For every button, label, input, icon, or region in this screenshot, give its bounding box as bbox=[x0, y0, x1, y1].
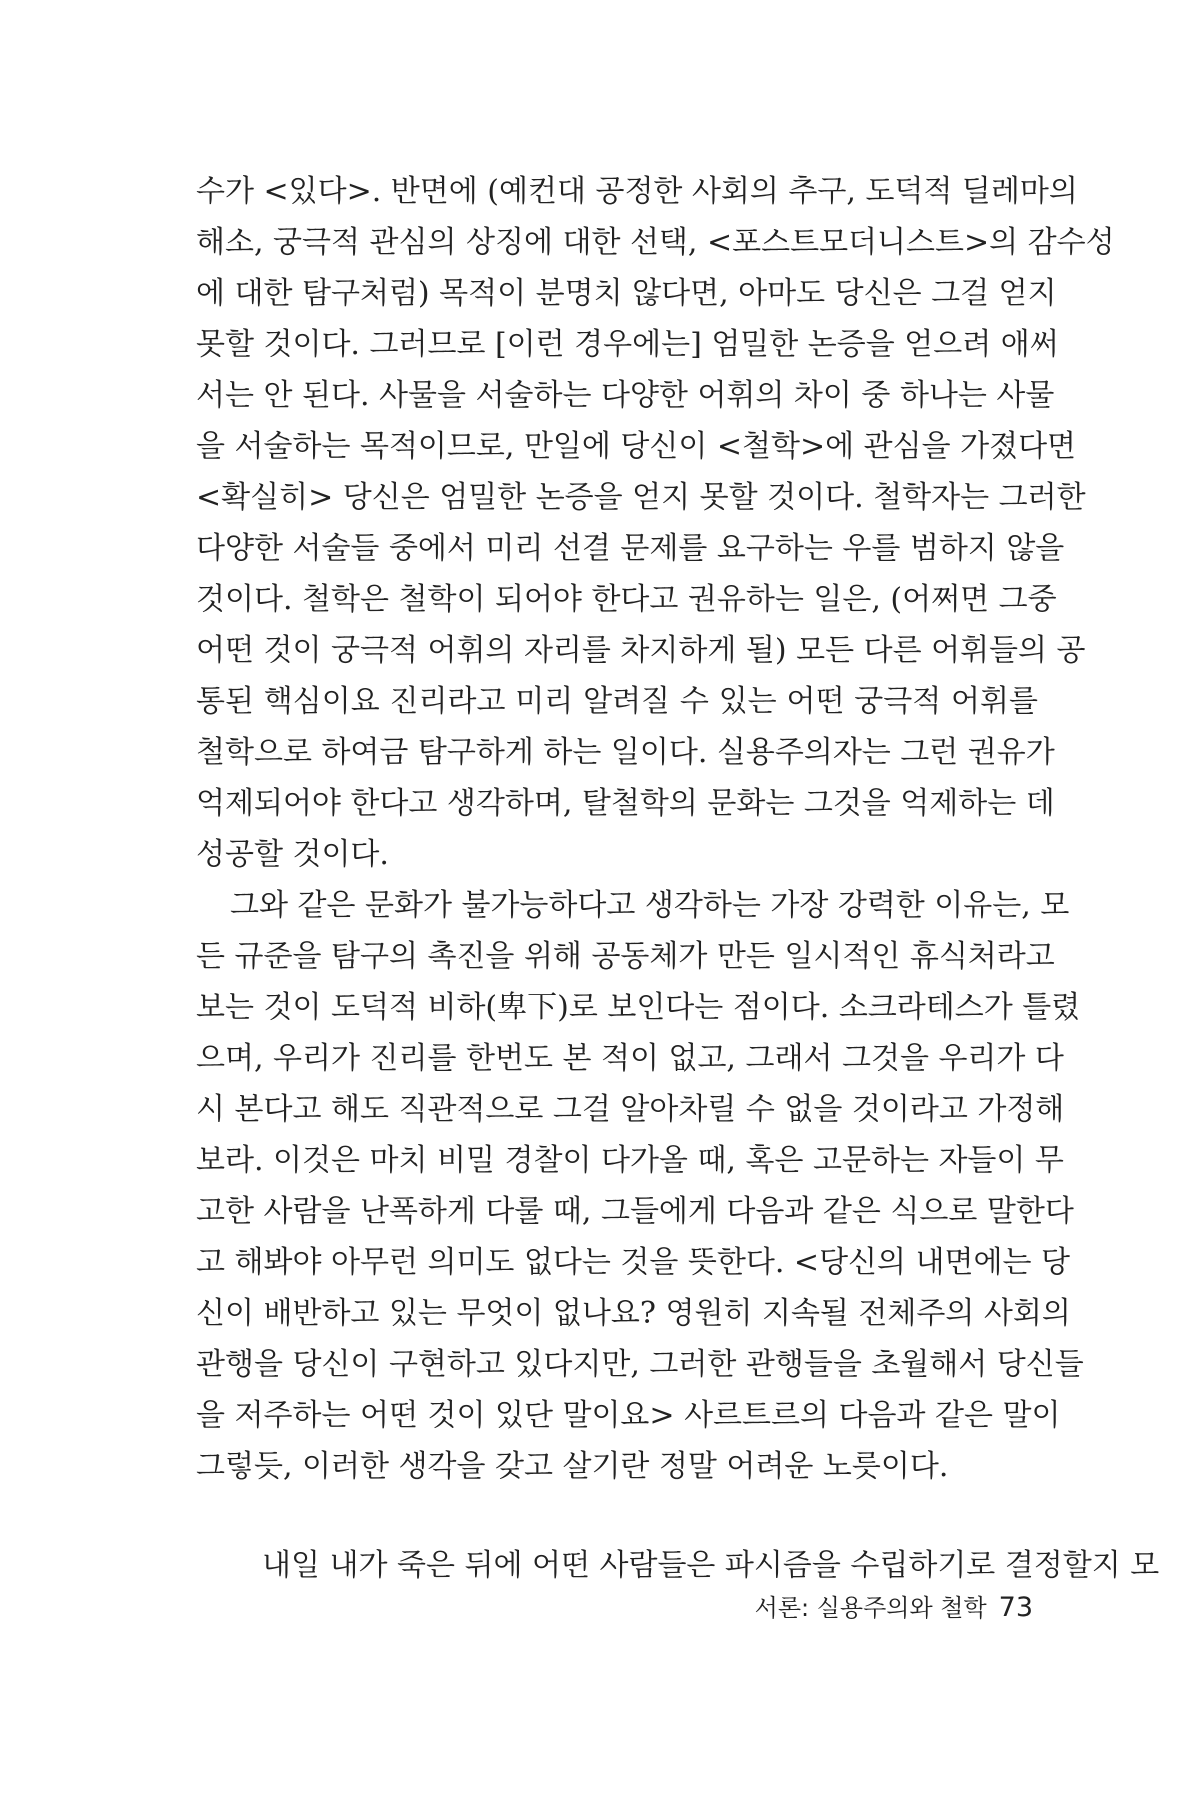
text-line: 성공할 것이다. bbox=[196, 837, 389, 872]
text-line: 시 본다고 해도 직관적으로 그걸 알아차릴 수 없을 것이라고 가정해 bbox=[196, 1092, 1065, 1127]
text-line: 그렇듯, 이러한 생각을 갖고 살기란 정말 어려운 노릇이다. bbox=[196, 1449, 949, 1484]
page-footer bbox=[733, 1588, 1033, 1628]
page-number: 73 bbox=[998, 1592, 1033, 1623]
paragraph-2 bbox=[196, 880, 1084, 1492]
text-line: <확실히> 당신은 엄밀한 논증을 얻지 못할 것이다. 철학자는 그러한 bbox=[196, 480, 1086, 515]
text-line: 억제되어야 한다고 생각하며, 탈철학의 문화는 그것을 억제하는 데 bbox=[196, 786, 1055, 821]
text-line: 보라. 이것은 마치 비밀 경찰이 다가올 때, 혹은 고문하는 자들이 무 bbox=[196, 1143, 1064, 1178]
text-line: 보는 것이 도덕적 비하(卑下)로 보인다는 점이다. 소크라테스가 틀렸 bbox=[196, 990, 1081, 1025]
text-line: 에 대한 탐구처럼) 목적이 분명치 않다면, 아마도 당신은 그걸 얻지 bbox=[196, 276, 1057, 311]
text-line: 고한 사람을 난폭하게 다룰 때, 그들에게 다음과 같은 식으로 말한다 bbox=[196, 1194, 1074, 1229]
running-title: 서론: 실용주의와 철학 bbox=[754, 1594, 987, 1622]
text-line: 신이 배반하고 있는 무엇이 없나요? 영원히 지속될 전체주의 사회의 bbox=[196, 1296, 1071, 1331]
text-line: 어떤 것이 궁극적 어휘의 자리를 차지하게 될) 모든 다른 어휘들의 공 bbox=[196, 633, 1086, 668]
text-line: 다양한 서술들 중에서 미리 선결 문제를 요구하는 우를 범하지 않을 bbox=[196, 531, 1065, 566]
paragraph-gap bbox=[196, 1492, 1038, 1540]
block-quote bbox=[196, 1540, 1160, 1591]
text-line: 해소, 궁극적 관심의 상징에 대한 선택, <포스트모더니스트>의 감수성 bbox=[196, 225, 1115, 260]
text-line: 못할 것이다. 그러므로 [이런 경우에는] 엄밀한 논증을 얻으려 애써 bbox=[196, 327, 1059, 362]
paragraph-1 bbox=[196, 166, 1115, 880]
text-line: 통된 핵심이요 진리라고 미리 알려질 수 있는 어떤 궁극적 어휘를 bbox=[196, 684, 1038, 719]
text-line: 서는 안 된다. 사물을 서술하는 다양한 어휘의 차이 중 하나는 사물 bbox=[196, 378, 1055, 413]
quote-line: 내일 내가 죽은 뒤에 어떤 사람들은 파시즘을 수립하기로 결정할지 모 bbox=[262, 1548, 1160, 1583]
text-line: 을 저주하는 어떤 것이 있단 말이요> 사르트르의 다음과 같은 말이 bbox=[196, 1398, 1061, 1433]
text-line: 철학으로 하여금 탐구하게 하는 일이다. 실용주의자는 그런 권유가 bbox=[196, 735, 1055, 770]
text-line: 관행을 당신이 구현하고 있다지만, 그러한 관행들을 초월해서 당신들 bbox=[196, 1347, 1084, 1382]
text-line: 을 서술하는 목적이므로, 만일에 당신이 <철학>에 관심을 가졌다면 bbox=[196, 429, 1077, 464]
text-line: 수가 <있다>. 반면에 (예컨대 공정한 사회의 추구, 도덕적 딜레마의 bbox=[196, 174, 1078, 209]
text-line: 고 해봐야 아무런 의미도 없다는 것을 뜻한다. <당신의 내면에는 당 bbox=[196, 1245, 1070, 1280]
text-line: 것이다. 철학은 철학이 되어야 한다고 권유하는 일은, (어쩌면 그중 bbox=[196, 582, 1057, 617]
text-line: 으며, 우리가 진리를 한번도 본 적이 없고, 그래서 그것을 우리가 다 bbox=[196, 1041, 1064, 1076]
text-line: 든 규준을 탐구의 촉진을 위해 공동체가 만든 일시적인 휴식처라고 bbox=[196, 939, 1055, 974]
text-line: 그와 같은 문화가 불가능하다고 생각하는 가장 강력한 이유는, 모 bbox=[230, 888, 1070, 923]
body-text bbox=[196, 166, 1160, 1591]
